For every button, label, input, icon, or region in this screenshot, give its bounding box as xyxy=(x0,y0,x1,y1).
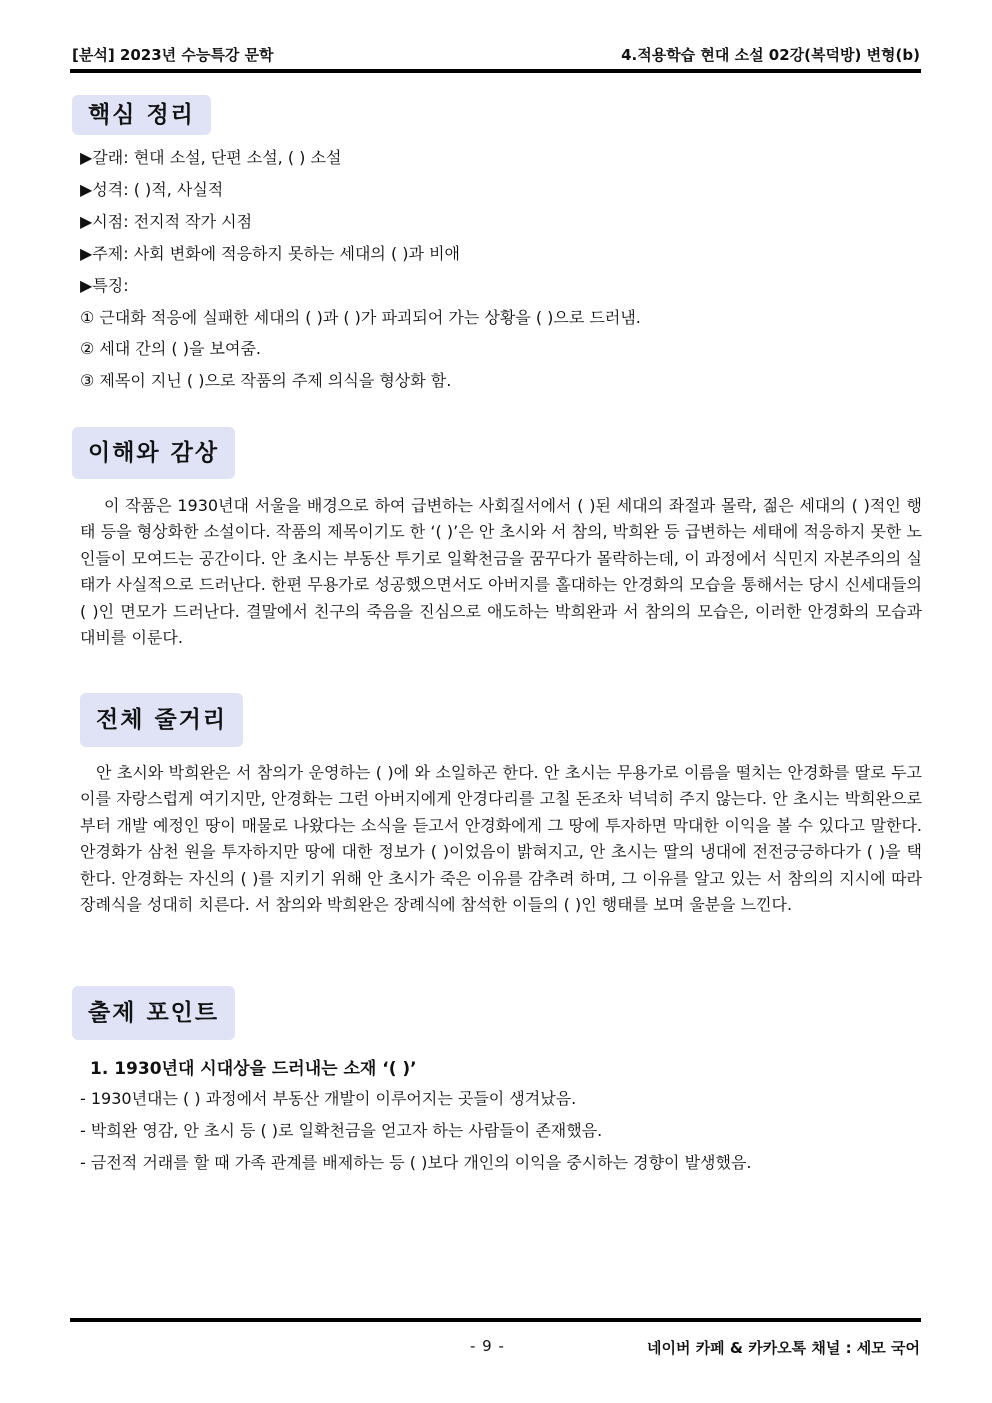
summary-feature-2: ② 세대 간의 ( )을 보여줌. xyxy=(80,339,261,358)
plot-paragraph: 안 초시와 박희완은 서 참의가 운영하는 ( )에 와 소일하곤 한다. 안 초시는 무용가로 이름을 떨치는 안경화를 딸로 두고 이를 자랑스럽게 여기지만, 안경화는 그런 아버지에게 안경다리를 고칠 돈조차 넉넉히 주지 않는다. 안 초시는 박희완으로부터 개발 예정인 땅이 매물로 나왔다는 소식을 듣고서 안경화에게 그 땅에 투자하면 막대한 이익을 볼 수 있다고 말한다. 안경화가 삼천 원을 투자하지만 땅에 대한 정보가 ( )이었음이 밝혀지고, 안 초시는 딸의 냉대에 전전긍긍하다가 ( )을 택한다. 안경화는 자신의 ( )를 지키기 위해 안 초시가 죽은 이유를 감추려 하며, 그 이유를 알고 있는 서 참의의 지시에 따라 장례식을 성대히 치른다. 서 참의와 박희완은 장례식에 참석한 이들의 ( )인 행태를 보며 울분을 느낀다. xyxy=(80,763,922,915)
header-left-title: [분석] 2023년 수능특강 문학 xyxy=(72,46,274,64)
section-title-exam-points: 출제 포인트 xyxy=(72,986,235,1040)
exam-point-item-2: - 박희완 영감, 안 초시 등 ( )로 일확천금을 얻고자 하는 사람들이 존재했음. xyxy=(80,1121,603,1140)
page-header xyxy=(72,44,920,66)
exam-point-heading: 1. 1930년대 시대상을 드러내는 소재 ‘( )’ xyxy=(90,1059,417,1079)
exam-point-item-1: - 1930년대는 ( ) 과정에서 부동산 개발이 이루어지는 곳들이 생겨났음. xyxy=(80,1089,577,1108)
section-title-core-summary: 핵심 정리 xyxy=(72,95,211,135)
summary-line-theme: ▶주제: 사회 변화에 적응하지 못하는 세대의 ( )과 비애 xyxy=(80,244,460,263)
footer-rule xyxy=(70,1318,921,1322)
header-right-title: 4.적용학습 현대 소설 02강(복덕방) 변형(b) xyxy=(621,46,920,64)
header-rule xyxy=(70,69,921,73)
summary-line-character: ▶성격: ( )적, 사실적 xyxy=(80,180,224,199)
appreciation-paragraph: 이 작품은 1930년대 서울을 배경으로 하여 급변하는 사회질서에서 ( )된 세대의 좌절과 몰락, 젊은 세대의 ( )적인 행태 등을 형상화한 소설이다. 작품의 제목이기도 한 ‘( )’은 안 초시와 서 참의, 박희완 등 급변하는 세태에 적응하지 못한 노인들이 모여드는 공간이다. 안 초시는 부동산 투기로 일확천금을 꿈꾸다가 몰락하는데, 이 과정에서 식민지 자본주의의 실태가 사실적으로 드러난다. 한편 무용가로 성공했으면서도 아버지를 홀대하는 안경화의 모습을 통해서는 당시 신세대들의 ( )인 면모가 드러난다. 결말에서 친구의 죽음을 진심으로 애도하는 박희완과 서 참의의 모습은, 이러한 안경화의 모습과 대비를 이룬다. xyxy=(80,496,922,648)
page-number: - 9 - xyxy=(470,1337,505,1355)
section-title-plot-summary: 전체 줄거리 xyxy=(80,693,243,747)
section-title-appreciation: 이해와 감상 xyxy=(72,427,235,479)
summary-line-features: ▶특징: xyxy=(80,276,129,295)
summary-line-genre: ▶갈래: 현대 소설, 단편 소설, ( ) 소설 xyxy=(80,148,342,167)
summary-line-viewpoint: ▶시점: 전지적 작가 시점 xyxy=(80,212,253,231)
summary-feature-3: ③ 제목이 지닌 ( )으로 작품의 주제 의식을 형상화 함. xyxy=(80,371,452,390)
summary-feature-1: ① 근대화 적응에 실패한 세대의 ( )과 ( )가 파괴되어 가는 상황을 ( )으로 드러냄. xyxy=(80,308,641,327)
footer-channel-text: 네이버 카페 & 카카오톡 채널 : 세모 국어 xyxy=(647,1339,920,1357)
exam-point-item-3: - 금전적 거래를 할 때 가족 관계를 배제하는 등 ( )보다 개인의 이익을 중시하는 경향이 발생했음. xyxy=(80,1153,752,1172)
